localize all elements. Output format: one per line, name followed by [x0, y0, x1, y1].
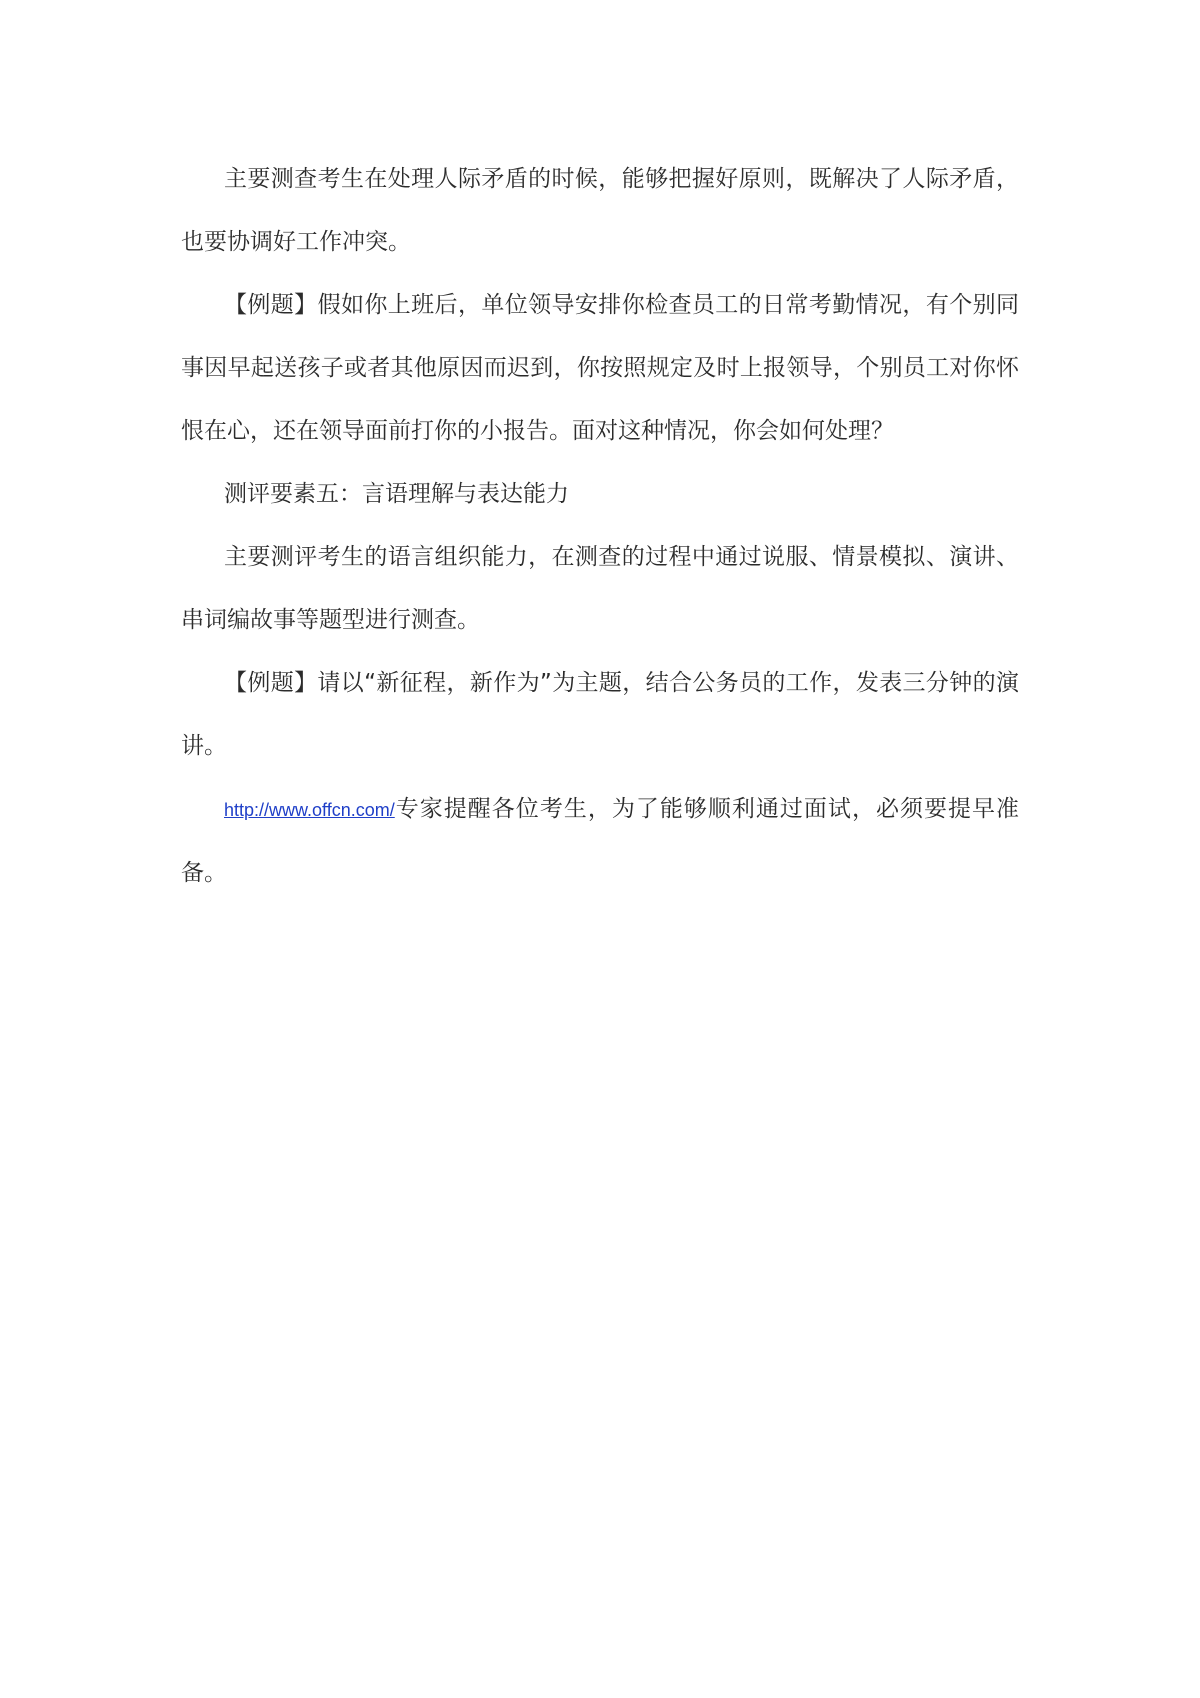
paragraph-example-attendance: 【例题】假如你上班后，单位领导安排你检查员工的日常考勤情况，有个别同事因早起送孩子或者其他原因而迟到，你按照规定及时上报领导，个别员工对你怀恨在心，还在领导面前打你的小报告。面对这种情况，你会如何处理？	[181, 292, 1019, 444]
paragraph-principle: 主要测查考生在处理人际矛盾的时候，能够把握好原则，既解决了人际矛盾，也要协调好工作冲突。	[181, 166, 1019, 255]
paragraph-language-ability: 主要测评考生的语言组织能力，在测查的过程中通过说服、情景模拟、演讲、串词编故事等题型进行测查。	[181, 544, 1019, 633]
document-body	[181, 148, 1019, 905]
closing-text: 专家提醒各位考生，为了能够顺利通过面试，必须要提早准备。	[181, 796, 1019, 886]
offcn-link[interactable]: http://www.offcn.com/	[224, 800, 395, 820]
paragraph-closing	[181, 778, 1019, 905]
section-heading-language: 测评要素五：言语理解与表达能力	[224, 481, 569, 507]
paragraph-example-speech: 【例题】请以“新征程，新作为”为主题，结合公务员的工作，发表三分钟的演讲。	[181, 670, 1019, 759]
